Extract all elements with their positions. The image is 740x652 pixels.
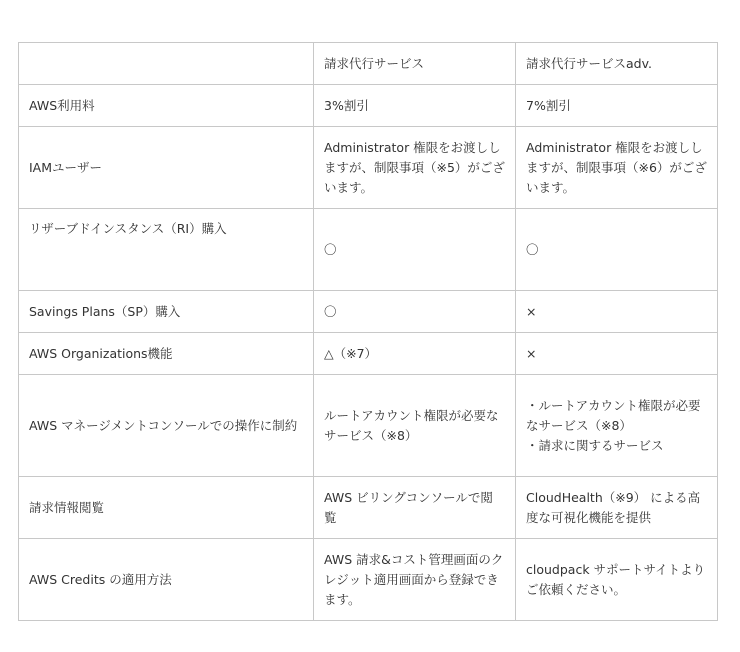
cell-service-adv: × <box>516 333 718 375</box>
table-row <box>19 539 718 621</box>
table-header-row <box>19 43 718 85</box>
cell-service-adv: 〇 <box>516 209 718 291</box>
cell-service: △（※7） <box>314 333 516 375</box>
header-cell-service: 請求代行サービス <box>314 43 516 85</box>
cell-service-adv: cloudpack サポートサイトよりご依頼ください。 <box>516 539 718 621</box>
cell-service: ルートアカウント権限が必要なサービス（※8） <box>314 375 516 477</box>
cell-service-adv: 7%割引 <box>516 85 718 127</box>
table-row <box>19 291 718 333</box>
cell-service-adv: × <box>516 291 718 333</box>
cell-service: 3%割引 <box>314 85 516 127</box>
row-label: AWS Credits の適用方法 <box>19 539 314 621</box>
cell-service-adv: Administrator 権限をお渡ししますが、制限事項（※6）がございます。 <box>516 127 718 209</box>
row-label: AWS利用料 <box>19 85 314 127</box>
cell-service: AWS 請求&コスト管理画面のクレジット適用画面から登録できます。 <box>314 539 516 621</box>
table-row <box>19 375 718 477</box>
cell-service: 〇 <box>314 209 516 291</box>
row-label: IAMユーザー <box>19 127 314 209</box>
row-label: Savings Plans（SP）購入 <box>19 291 314 333</box>
cell-service-adv: ・ルートアカウント権限が必要なサービス（※8） ・請求に関するサービス <box>516 375 718 477</box>
table-row <box>19 127 718 209</box>
row-label: AWS マネージメントコンソールでの操作に制約 <box>19 375 314 477</box>
cell-service: Administrator 権限をお渡ししますが、制限事項（※5）がございます。 <box>314 127 516 209</box>
table-row <box>19 333 718 375</box>
row-label: リザーブドインスタンス（RI）購入 <box>19 209 314 291</box>
cell-service-adv: CloudHealth（※9） による高度な可視化機能を提供 <box>516 477 718 539</box>
table-row <box>19 209 718 291</box>
cell-service: AWS ビリングコンソールで閲覧 <box>314 477 516 539</box>
header-cell-empty <box>19 43 314 85</box>
table-row <box>19 477 718 539</box>
row-label: AWS Organizations機能 <box>19 333 314 375</box>
comparison-table <box>18 42 718 621</box>
header-cell-service-adv: 請求代行サービスadv. <box>516 43 718 85</box>
row-label: 請求情報閲覧 <box>19 477 314 539</box>
table-row <box>19 85 718 127</box>
cell-service: 〇 <box>314 291 516 333</box>
